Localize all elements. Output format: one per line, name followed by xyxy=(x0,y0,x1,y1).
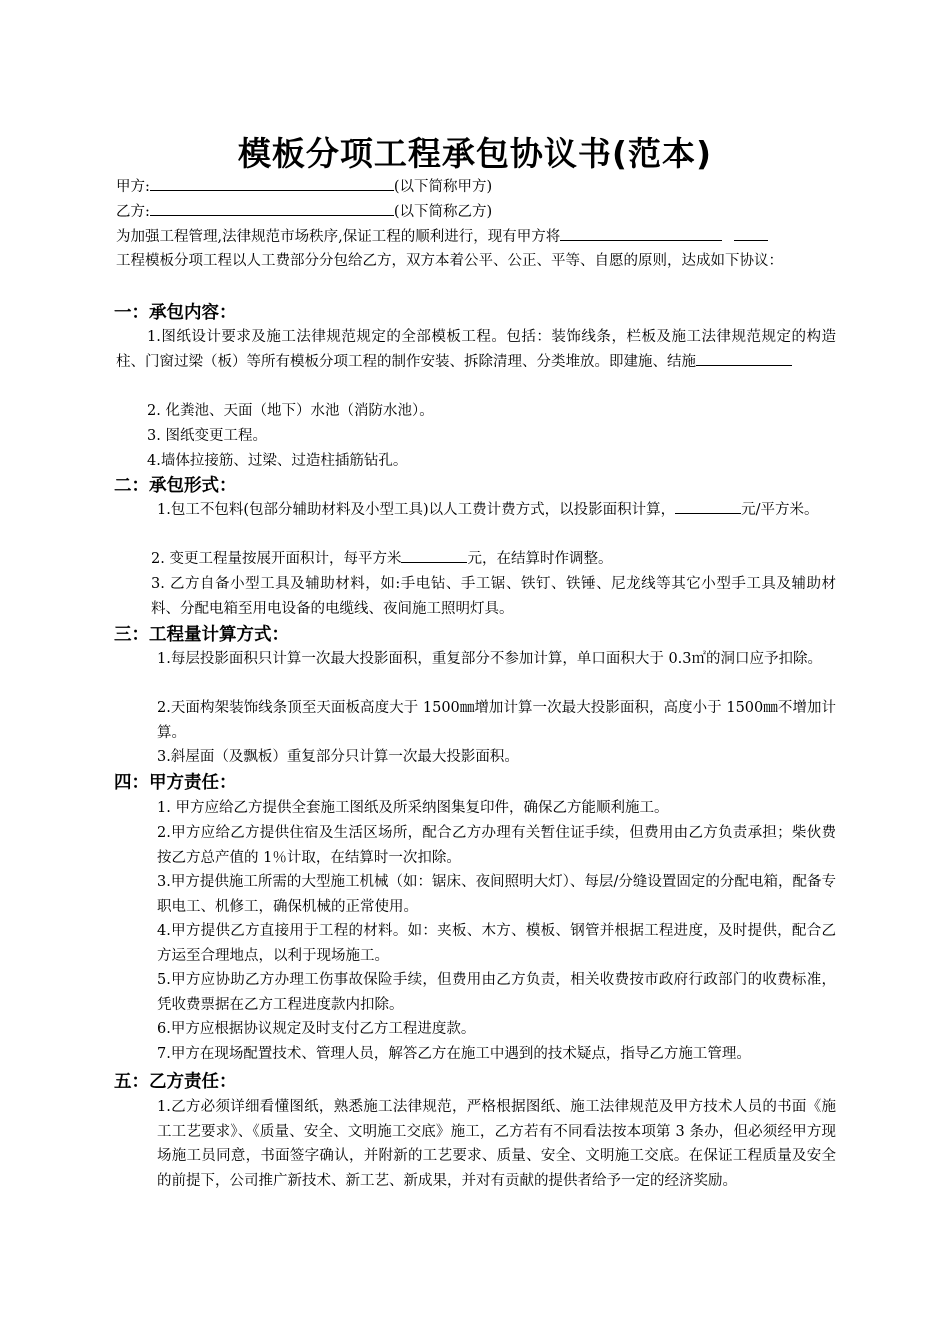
section-3-item-3: 3.斜屋面（及飘板）重复部分只计算一次最大投影面积。 xyxy=(157,749,519,765)
section-1-heading: 一：承包内容： xyxy=(114,303,237,323)
section-4-heading: 四：甲方责任： xyxy=(114,773,237,793)
party-b-note: (以下简称乙方) xyxy=(393,204,493,220)
unit-price-blank xyxy=(675,499,741,514)
structure-blank xyxy=(696,351,792,366)
section-4-item-3: 3.甲方提供施工所需的大型施工机械（如：锯床、夜间照明大灯）、每层/分缝设置固定的分配电箱，配备专职电工、机修工，确保机械的正常使用。 xyxy=(157,874,836,915)
party-a-note: (以下简称甲方) xyxy=(393,179,493,195)
party-a-blank xyxy=(150,176,394,191)
section-5-heading: 五：乙方责任： xyxy=(114,1072,237,1092)
section-2-item-3: 3. 乙方自备小型工具及辅助材料，如:手电钻、手工锯、铁钉、铁锤、尼龙线等其它小型手工具及辅助材料、分配电箱至用电设备的电缆线、夜间施工照明灯具。 xyxy=(151,576,836,617)
intro-paragraph: 工程模板分项工程以人工费部分分包给乙方，双方本着公平、公正、平等、自愿的原则，达成如下协议： xyxy=(116,253,783,269)
party-b-label: 乙方: xyxy=(116,204,150,220)
section-2-item-2: 2. 变更工程量按展开面积计，每平方米 元，在结算时作调整。 xyxy=(151,547,836,572)
change-price-blank xyxy=(401,548,467,563)
section-5-item-1: 1.乙方必须详细看懂图纸，熟悉施工法律规范，严格根据图纸、施工法律规范及甲方技术人员的书面《施工工艺要求》、《质量、安全、文明施工交底》施工，乙方若有不同看法按本项第 3 条办，但必须经甲方现场施工员同意，书面签字确认，并附新的工艺要求、质量、安全、文明施工交底。在保证工程质量及安全的前提下，公司推广新技术、新工艺、新成果，并对有贡献的提供者给予一定的经济奖励。 xyxy=(157,1099,836,1189)
party-b-line xyxy=(116,201,492,222)
project-name-blank-2 xyxy=(734,226,768,241)
intro-line-1 xyxy=(116,226,768,247)
section-3-item-1: 1.每层投影面积只计算一次最大投影面积，重复部分不参加计算，单口面积大于 0.3㎡的洞口应予扣除。 xyxy=(157,651,822,667)
section-1-item-4: 4.墙体拉接筋、过梁、过造柱插筋钻孔。 xyxy=(147,453,408,469)
section-1-item-2: 2. 化粪池、天面（地下）水池（消防水池）。 xyxy=(147,403,434,419)
section-3-item-2: 2.天面构架装饰线条顶至天面板高度大于 1500㎜增加计算一次最大投影面积，高度小于 1500㎜不增加计算。 xyxy=(157,700,836,741)
project-name-blank xyxy=(560,226,722,241)
party-a-label: 甲方: xyxy=(116,179,150,195)
intro-text-part1: 为加强工程管理,法律规范市场秩序,保证工程的顺利进行，现有甲方将 xyxy=(116,229,561,245)
section-2-item-1: 1.包工不包料(包部分辅助材料及小型工具)以人工费计费方式，以投影面积计算， 元/平方米。 xyxy=(157,498,836,523)
section-3-heading: 三：工程量计算方式： xyxy=(114,625,289,645)
section-2-heading: 二：承包形式： xyxy=(114,476,237,496)
section-1-item-3: 3. 图纸变更工程。 xyxy=(147,428,267,444)
party-a-line xyxy=(116,176,492,197)
section-4-item-2: 2.甲方应给乙方提供住宿及生活区场所，配合乙方办理有关暂住证手续，但费用由乙方负责承担；柴伙费按乙方总产值的 1％计取，在结算时一次扣除。 xyxy=(157,825,836,866)
document-title: 模板分项工程承包协议书(范本) xyxy=(237,134,713,173)
section-4-item-4: 4.甲方提供乙方直接用于工程的材料。如：夹板、木方、模板、钢管并根据工程进度，及时提供，配合乙方运至合理地点，以利于现场施工。 xyxy=(157,923,836,964)
section-4-item-6: 6.甲方应根据协议规定及时支付乙方工程进度款。 xyxy=(157,1021,476,1037)
section-1-item-1: 1.图纸设计要求及施工法律规范规定的全部模板工程。包括：装饰线条，栏板及施工法律规范规定的构造柱、门窗过梁（板）等所有模板分项工程的制作安装、拆除清理、分类堆放。即建施、结施 xyxy=(116,329,836,370)
section-4-item-5: 5.甲方应协助乙方办理工伤事故保险手续，但费用由乙方负责，相关收费按市政府行政部门的收费标准，凭收费票据在乙方工程进度款内扣除。 xyxy=(157,972,836,1013)
section-4-item-7: 7.甲方在现场配置技术、管理人员，解答乙方在施工中遇到的技术疑点，指导乙方施工管理。 xyxy=(157,1046,751,1062)
section-4-item-1: 1. 甲方应给乙方提供全套施工图纸及所采纳图集复印件，确保乙方能顺利施工。 xyxy=(157,800,669,816)
party-b-blank xyxy=(150,201,394,216)
